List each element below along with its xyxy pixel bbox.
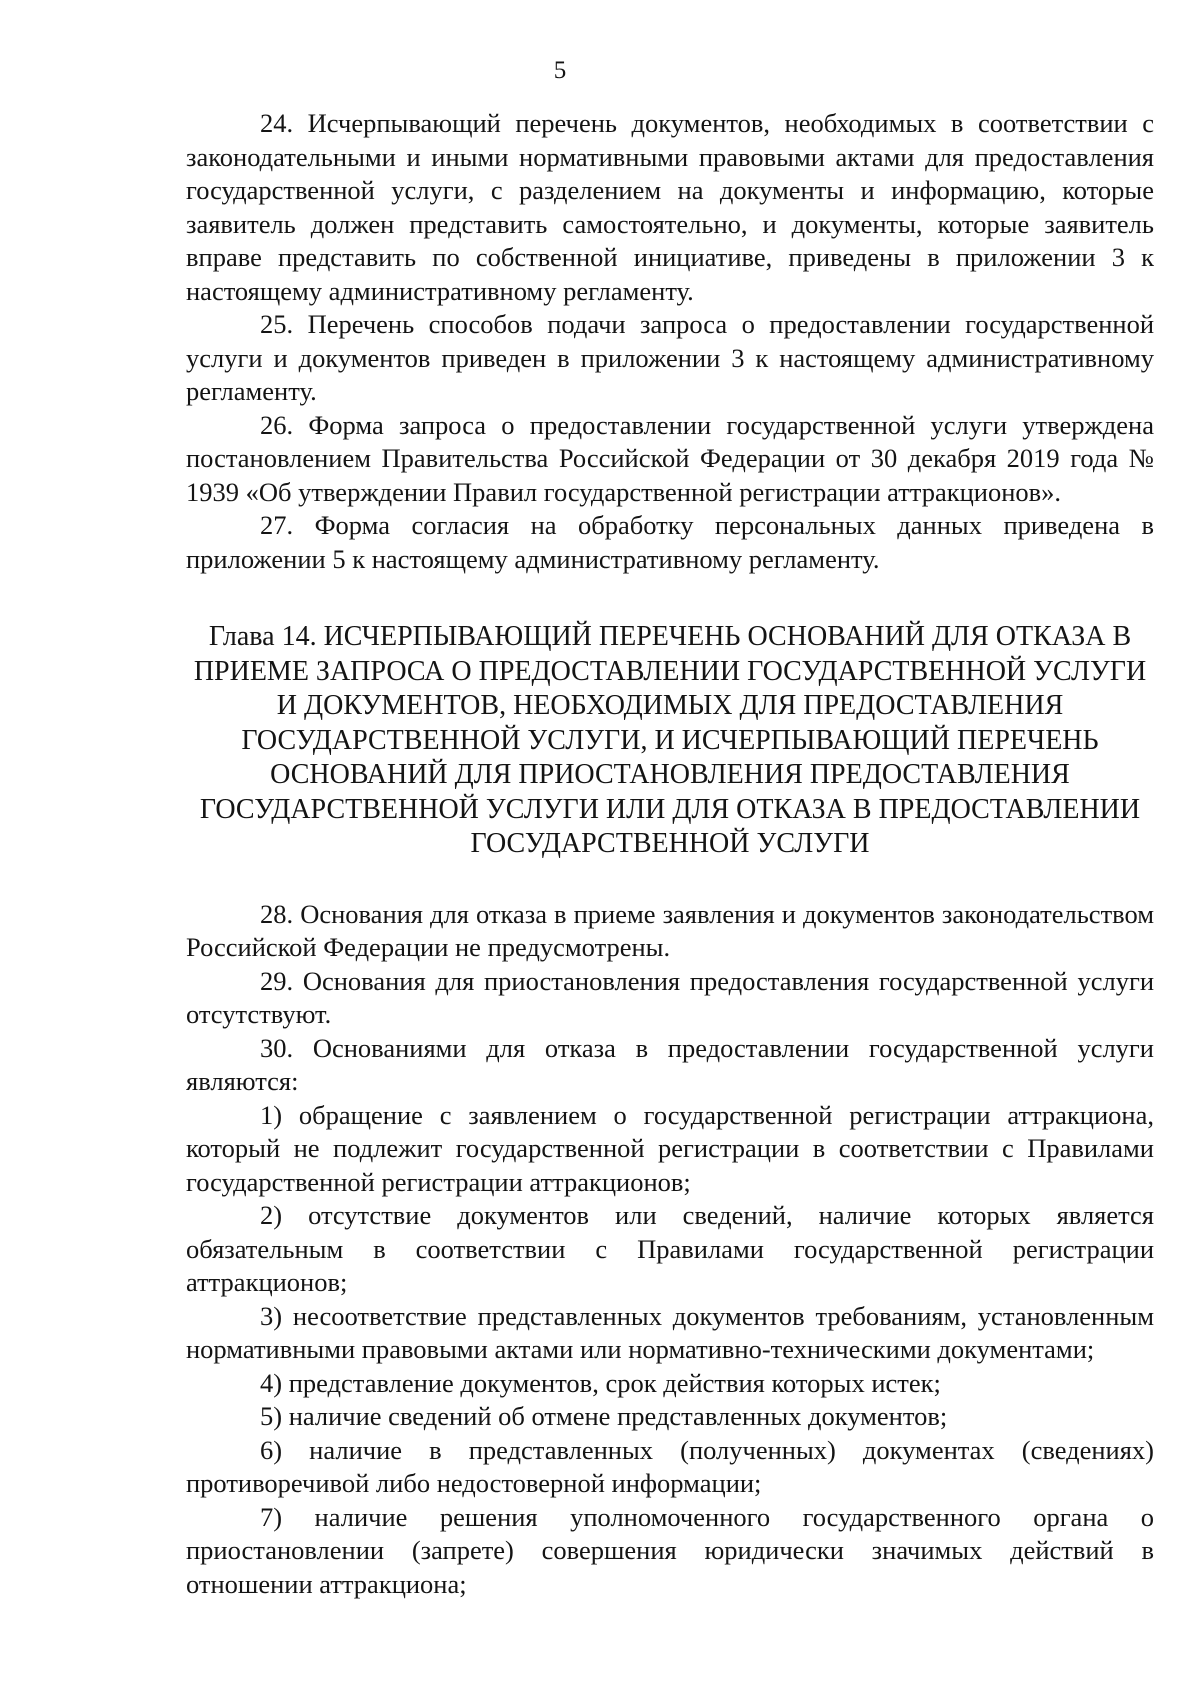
paragraph-26: 26. Форма запроса о предоставлении государственной услуги утверждена постановлением Правительства Российской Федерации от 30 декабря 2019 года № 1939 «Об утверждении Правил государственной регистрации аттракционов». [186,409,1154,507]
page-number: 5 [553,57,567,84]
list-item-4: 4) представление документов, срок действия которых истек; [260,1367,941,1398]
heading-line: Глава 14. ИСЧЕРПЫВАЮЩИЙ ПЕРЕЧЕНЬ ОСНОВАНИЙ ДЛЯ ОТКАЗА В [208,621,1132,652]
heading-line: ГОСУДАРСТВЕННОЙ УСЛУГИ, И ИСЧЕРПЫВАЮЩИЙ ПЕРЕЧЕНЬ [241,724,1099,756]
list-item-5: 5) наличие сведений об отмене представленных документов; [260,1401,948,1431]
list-item-3: 3) несоответствие представленных документов требованиям, установленным нормативными правовыми актами или нормативно-техническими документами; [186,1300,1154,1364]
chapter-14-heading [186,620,1154,862]
heading-line: ГОСУДАРСТВЕННОЙ УСЛУГИ ИЛИ ДЛЯ ОТКАЗА В ПРЕДОСТАВЛЕНИИ [199,793,1141,825]
heading-line: ГОСУДАРСТВЕННОЙ УСЛУГИ [470,828,870,859]
list-item-1: 1) обращение с заявлением о государственной регистрации аттракциона, который не подлежит государственной регистрации в соответствии с Правилами государственной регистрации аттракционов; [186,1099,1154,1197]
paragraph-27: 27. Форма согласия на обработку персональных данных приведена в приложении 5 к настоящему административному регламенту. [186,510,1154,574]
list-item-2: 2) отсутствие документов или сведений, наличие которых является обязательным в соответствии с Правилами государственной регистрации аттракционов; [186,1200,1154,1297]
list-item-6: 6) наличие в представленных (полученных) документах (сведениях) противоречивой либо недостоверной информации; [186,1434,1154,1498]
paragraph-30: 30. Основаниями для отказа в предоставлении государственной услуги являются: [186,1032,1154,1096]
paragraph-29: 29. Основания для приостановления предоставления государственной услуги отсутствуют. [186,965,1154,1029]
list-item-7: 7) наличие решения уполномоченного государственного органа о приостановлении (запрете) совершения юридически значимых действий в отношении аттракциона; [186,1501,1154,1599]
document-body [186,107,1154,1601]
heading-line: ОСНОВАНИЙ ДЛЯ ПРИОСТАНОВЛЕНИЯ ПРЕДОСТАВЛЕНИЯ [270,759,1070,790]
paragraph-24: 24. Исчерпывающий перечень документов, необходимых в соответствии с законодательными и иными нормативными правовыми актами для предоставления государственной услуги, с разделением на документы и информацию, которые заявитель должен представить самостоятельно, и документы, которые заявитель вправе представить по собственной инициативе, приведены в приложении 3 к настоящему административному регламенту. [186,108,1154,306]
heading-line: ПРИЕМЕ ЗАПРОСА О ПРЕДОСТАВЛЕНИИ ГОСУДАРСТВЕННОЙ УСЛУГИ [193,655,1147,687]
heading-line: И ДОКУМЕНТОВ, НЕОБХОДИМЫХ ДЛЯ ПРЕДОСТАВЛЕНИЯ [276,690,1064,721]
paragraph-28: 28. Основания для отказа в приеме заявления и документов законодательством Российской Федерации не предусмотрены. [186,898,1154,962]
paragraph-25: 25. Перечень способов подачи запроса о предоставлении государственной услуги и документов приведен в приложении 3 к настоящему административному регламенту. [186,309,1154,406]
